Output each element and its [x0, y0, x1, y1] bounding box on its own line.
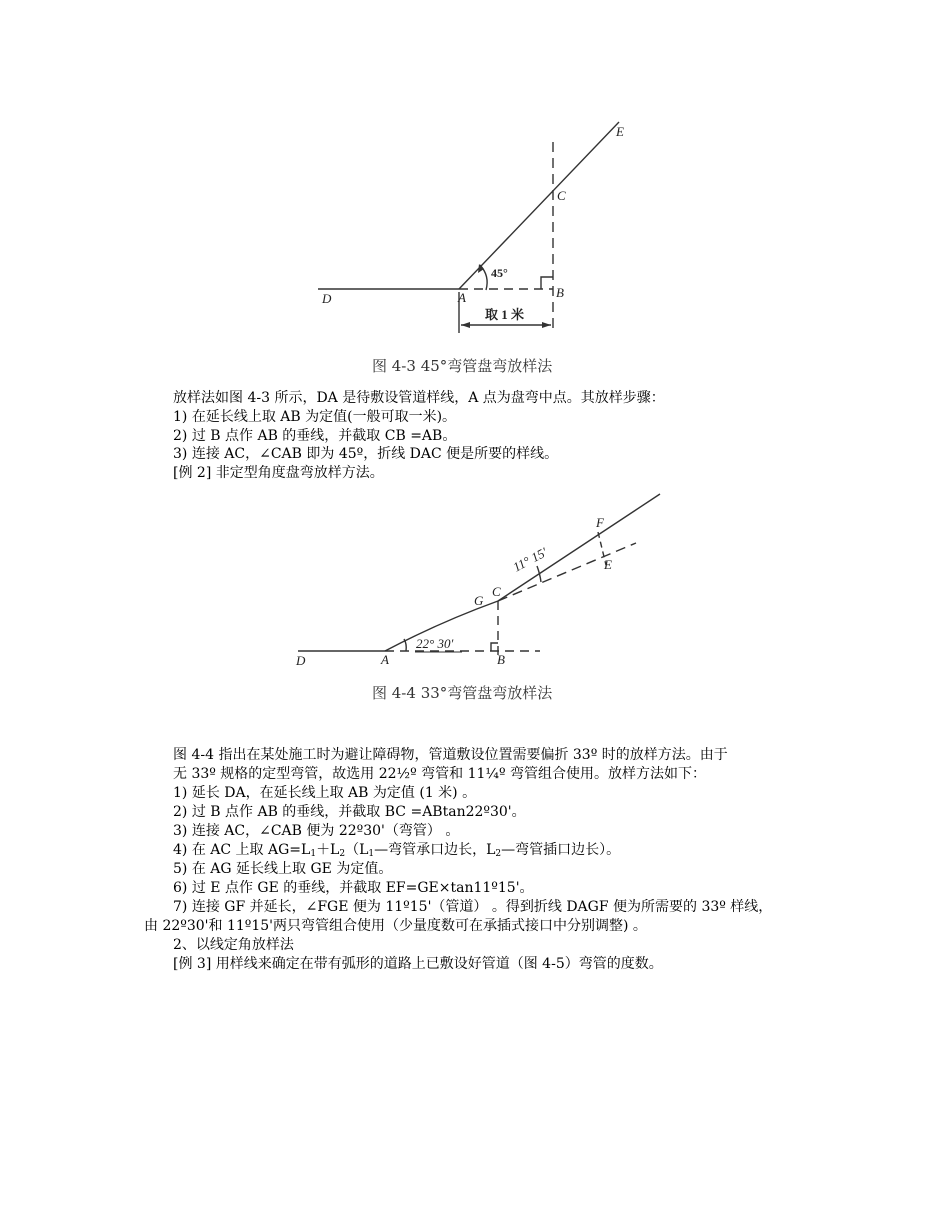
text-segment: （L [345, 842, 369, 858]
text-line: 放样法如图 4-3 所示，DA 是待敷设管道样线，A 点为盘弯中点。其放样步骤： [173, 390, 665, 406]
label-B: B [497, 652, 505, 667]
text-line: 图 4-4 指出在某处施工时为避让障碍物，管道敷设位置需要偏折 33º 时的放样方法。由于 [173, 747, 728, 763]
subscript: 1 [310, 849, 317, 859]
text-segment: ＋L [316, 842, 340, 858]
right-angle-mark-B [491, 643, 498, 651]
text-line: 5) 在 AG 延长线上取 GE 为定值。 [173, 861, 393, 877]
label-C: C [557, 188, 566, 203]
label-E: E [616, 124, 624, 139]
section-heading: 2、以线定角放样法 [173, 937, 294, 953]
angle-label-bottom: 22° 30′ [416, 636, 454, 651]
text-line: 2) 过 B 点作 AB 的垂线，并截取 BC =ABtan22º30'。 [173, 804, 526, 820]
dimension-label: 取 1 米 [485, 307, 525, 322]
angle-label-top: 11° 15′ [510, 544, 550, 575]
text-line: 7) 连接 GF 并延长，∠FGE 便为 11º15'（管道） 。得到折线 DAGF 便为所需要的 33º 样线， [173, 899, 773, 915]
text-segment: —弯管承口边长，L [374, 842, 496, 858]
text-line: 无 33º 规格的定型弯管，故选用 22½º 弯管和 11¼º 弯管组合使用。放样方法如下： [173, 766, 707, 782]
text-line: 1) 在延长线上取 AB 为定值(一般可取一米)。 [173, 409, 457, 425]
label-D: D [322, 291, 332, 306]
text-line: [例 2] 非定型角度盘弯放样方法。 [173, 465, 384, 481]
text-line: [例 3] 用样线来确定在带有弧形的道路上已敷设好管道（图 4-5）弯管的度数。 [173, 956, 663, 972]
text-line: 6) 过 E 点作 GE 的垂线，并截取 EF=GE×tan11º15'。 [173, 880, 534, 896]
figure-caption: 图 4-4 33°弯管盘弯放样法 [372, 684, 553, 702]
label-E: E [604, 557, 612, 572]
subscript: 1 [368, 849, 375, 859]
angle-arc-top [537, 566, 541, 582]
figure-caption: 图 4-3 45°弯管盘弯放样法 [372, 357, 553, 375]
label-G: G [474, 593, 484, 608]
subscript: 2 [495, 849, 502, 859]
text-segment: 4) 在 AC 上取 AG=L [173, 842, 311, 858]
subscript: 2 [339, 849, 346, 859]
text-line: 由 22º30'和 11º15'两只弯管组合使用（少量度数可在承插式接口中分别调整) 。 [144, 918, 647, 934]
label-C: C [492, 584, 501, 599]
label-A: A [458, 290, 466, 305]
text-line: 1) 延长 DA，在延长线上取 AB 为定值 (1 米) 。 [173, 785, 477, 801]
label-B: B [556, 285, 564, 300]
line-GF [498, 494, 660, 601]
text-line: 3) 连接 AC，∠CAB 便为 22º30'（弯管） 。 [173, 823, 460, 839]
label-D: D [296, 653, 306, 668]
text-line: 3) 连接 AC，∠CAB 即为 45º，折线 DAC 便是所要的样线。 [173, 446, 559, 462]
label-F: F [596, 515, 604, 530]
text-line: 2) 过 B 点作 AB 的垂线，并截取 CB =AB。 [173, 428, 457, 444]
text-segment: —弯管插口边长）。 [501, 842, 621, 858]
angle-label: 45° [491, 266, 508, 280]
text-line-with-subscripts [173, 841, 620, 859]
label-A: A [381, 652, 389, 667]
